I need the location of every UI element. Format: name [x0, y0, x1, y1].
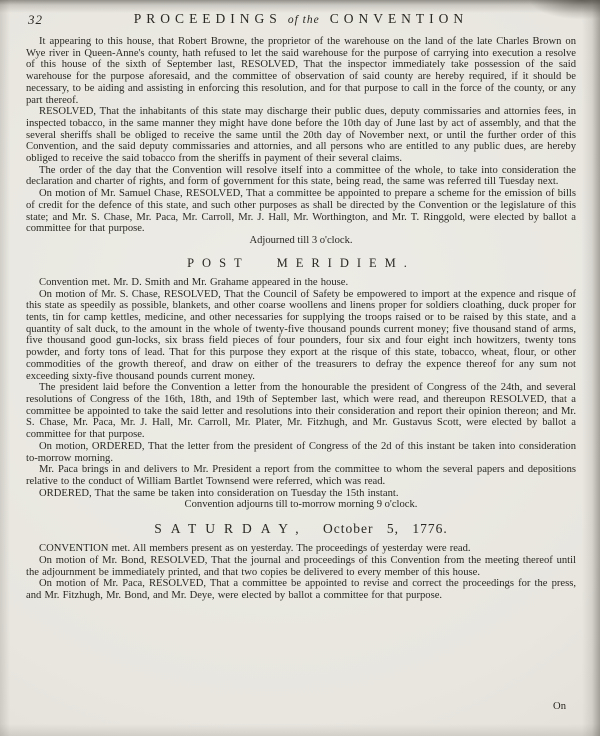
- running-title-convention: CONVENTION: [329, 11, 469, 26]
- page-number: 32: [28, 12, 43, 27]
- saturday-session: [26, 543, 576, 602]
- saturday-date-label: October 5, 1776.: [323, 521, 448, 537]
- paragraph: On motion of Mr. S. Chase, RESOLVED, That the Council of Safety be empowered to import at the expence and risque of this state as speedily as possible, blankets, and other coarse woollens and linens proper for soldiers cloathing, duck proper for tents, tin for camp kettles, medicine, and other necessaries for supplying the troops raised or to be raised by this state, and a quantity of salt duck, to the amount in the whole of twenty-five thousand pounds current money; five thousand stand of arms, five thousand good gun-locks, six brass field pieces of four pounders, four six and four eight inch howitzers, twenty tons powder, and forty tons of lead. That for this purpose they export at the risque of this state, tobacco, wheat, flour, or other commodities of the growth thereof, and draw on either of the treasurers to defray the expence thereof for any sum not exceeding sixty-five thousand pounds current money.: [26, 288, 576, 382]
- catchword: On: [553, 701, 566, 712]
- paragraph: RESOLVED, That the inhabitants of this state may discharge their public dues, deputy commissaries and attornies fees, in inspected tobacco, in the same manner they might have done before the 10th day of June last by act of assembly, and that the several sheriffs shall be obliged to receive the same until the 20th day of November next, or until the further order of this Convention, and the said deputy commissaries and attornies, and all persons who are entitled to any public dues, are hereby obliged to receive the said tobacco from the sheriffs in payment of their several claims.: [26, 106, 576, 165]
- post-meridiem-session: [26, 277, 576, 511]
- adjournment-line: Convention adjourns till to-morrow morning 9 o'clock.: [184, 499, 418, 511]
- paragraph: The order of the day that the Convention will resolve itself into a committee of the whole, to take into consideration the declaration and charter of rights, and form of government for this state, being read, the same was referred till Tuesday next.: [26, 164, 576, 188]
- paragraph: ORDERED, That the same be taken into consideration on Tuesday the 15th instant.: [39, 487, 399, 499]
- adjournment-line: Adjourned till 3 o'clock.: [249, 234, 353, 246]
- paragraph: Convention met. Mr. D. Smith and Mr. Grahame appeared in the house.: [39, 276, 349, 288]
- paragraph: On motion of Mr. Samuel Chase, RESOLVED, That a committee be appointed to prepare a scheme for the emission of bills of credit for the defence of this state, and such other purposes as shall be directed by the Convention or the legislature of this state; and Mr. S. Chase, Mr. Paca, Mr. Carroll, Mr. J. Hall, Mr. Worthington, and Mr. T. Ringgold, were elected by ballot a committee for that purpose.: [26, 188, 576, 235]
- running-title: [26, 9, 576, 28]
- paragraph: The president laid before the Convention a letter from the honourable the president of Congress of the 24th, and several resolutions of Congress of the 16th, 18th, and 19th of September last, which were read, and thereupon RESOLVED, that a committee be appointed to take the said letter and resolutions into their consideration and report their opinion thereon; and Mr. S. Chase, Mr. Paca, Mr. J. Hall, Mr. Carroll, Mr. Plater, Mr. Fitzhugh, and Mr. Gustavus Scott, were elected by ballot a committee for that purpose.: [26, 382, 576, 441]
- paragraph: On motion, ORDERED, That the letter from the president of Congress of the 2d of this instant be taken into consideration to-morrow morning.: [26, 440, 576, 464]
- paragraph: On motion of Mr. Paca, RESOLVED, That a committee be appointed to revise and correct the proceedings for the press, and Mr. Fitzhugh, Mr. Bond, and Mr. Deye, were elected by ballot a committee for that purpose.: [26, 578, 576, 602]
- section-heading-saturday: [26, 521, 576, 537]
- section-heading-post-meridiem: POST MERIDIEM.: [187, 255, 415, 270]
- paragraph: It appearing to this house, that Robert Browne, the proprietor of the warehouse on the land of the late Charles Brown on Wye river in Queen-Anne's county, hath refused to let the said warehouse for the purpose of carrying into execution a resolve of this house of the sixth of September last, RESOLVED, That the inspector immediately take possession of the said warehouse for the purpose aforesaid, and the committee of observation of said county are hereby required, if it should be necessary, to be aiding and assisting in enforcing this resolution, and for that purpose to call in the force of the county, or any part thereof.: [26, 36, 576, 106]
- paragraph: On motion of Mr. Bond, RESOLVED, That the journal and proceedings of this Convention from the meeting thereof until the adjournment be immediately printed, and that two copies be delivered to every member of this house.: [26, 555, 576, 578]
- morning-session: [26, 36, 576, 247]
- paragraph: CONVENTION met. All members present as on yesterday. The proceedings of yesterday were read.: [39, 543, 471, 555]
- page-header: [26, 9, 576, 29]
- running-title-of-the: of the: [287, 14, 320, 26]
- paragraph: Mr. Paca brings in and delivers to Mr. President a report from the committee to whom the several papers and depositions relative to the conduct of William Bartlet Townsend were referred, which was read.: [26, 464, 576, 487]
- saturday-day-label: SATURDAY,: [154, 521, 308, 537]
- running-title-proceedings: PROCEEDINGS: [133, 11, 282, 26]
